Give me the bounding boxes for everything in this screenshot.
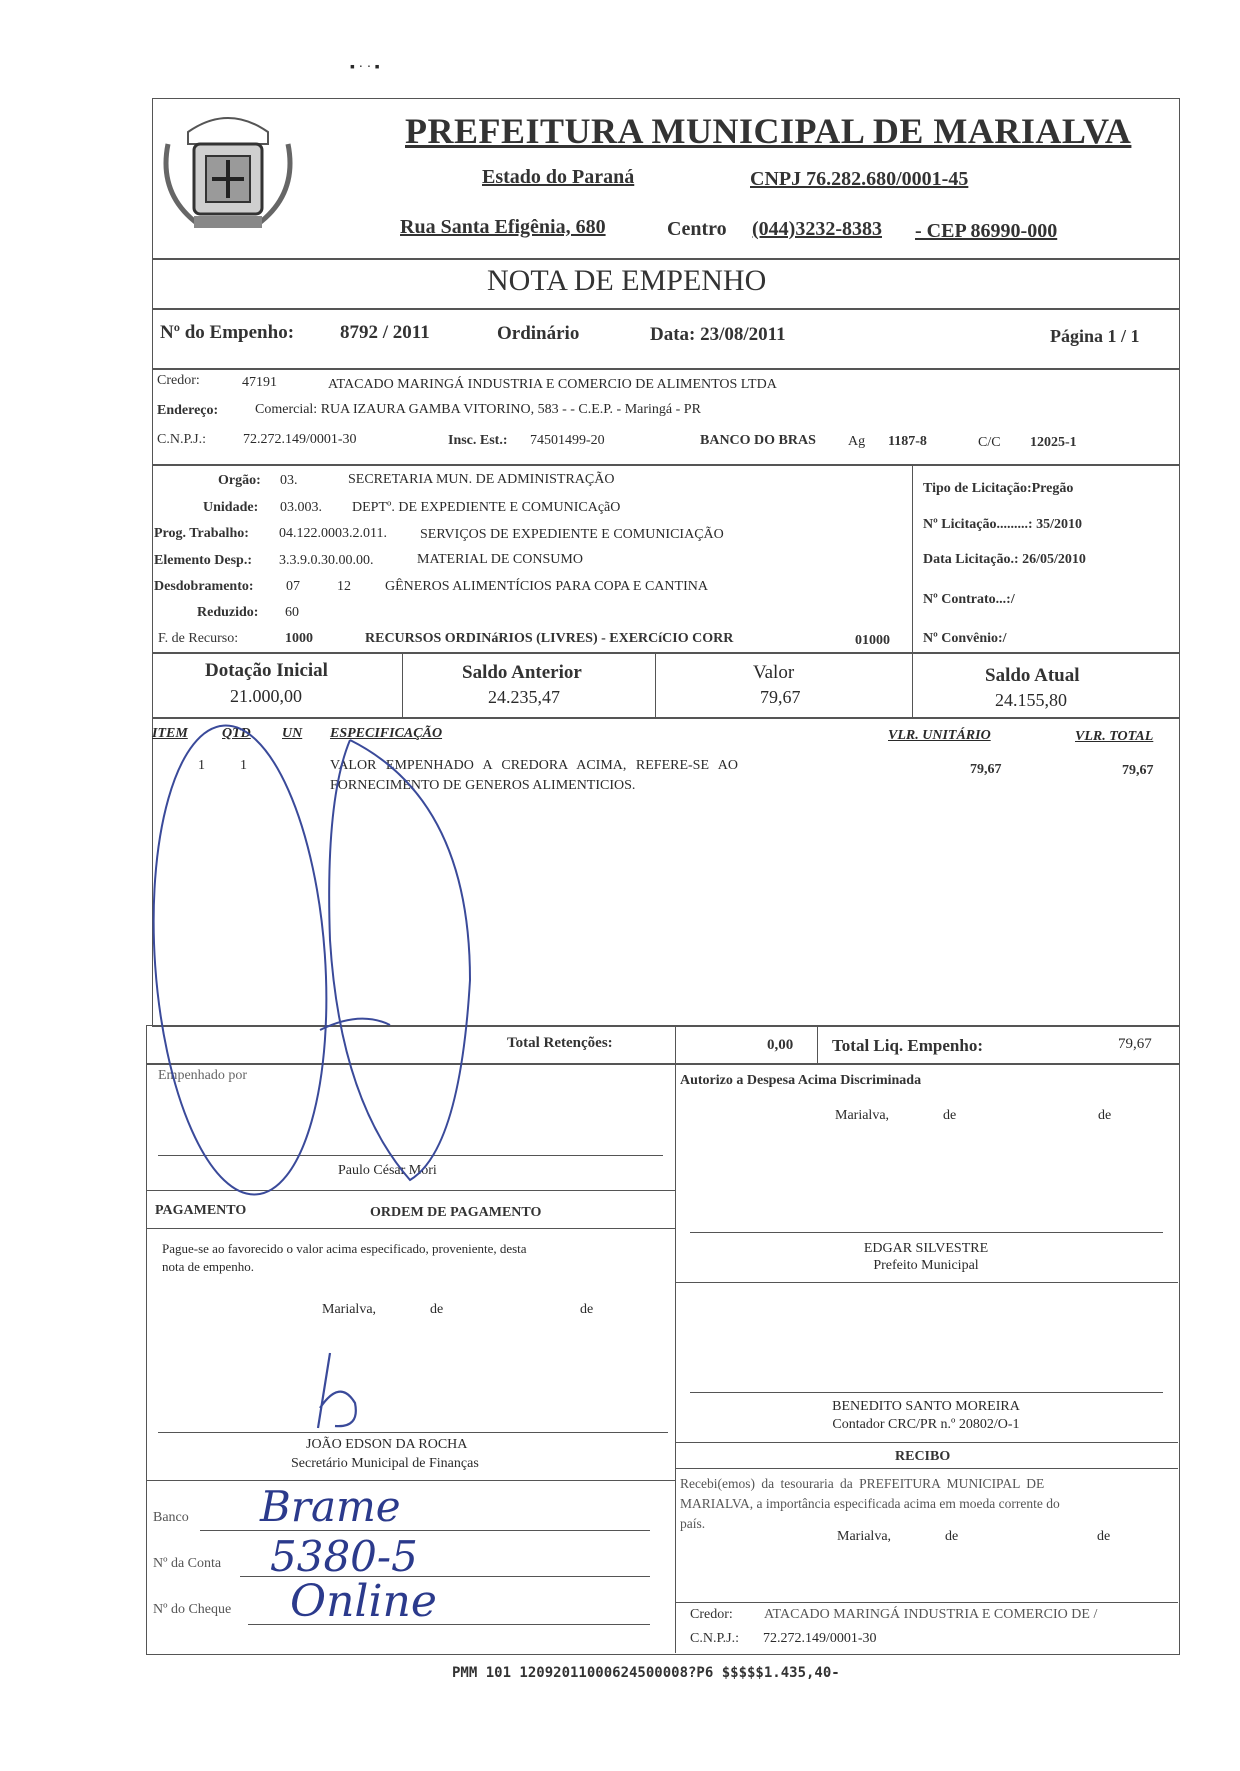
- total-liq-label: Total Liq. Empenho:: [832, 1036, 983, 1055]
- recibo-text-3: país.: [680, 1516, 706, 1531]
- recibo-label: RECIBO: [895, 1449, 951, 1464]
- empenhado-label: Empenhado por: [158, 1068, 248, 1083]
- recibo-credor: ATACADO MARINGÁ INDUSTRIA E COMERCIO DE /: [764, 1607, 1098, 1622]
- total-liq-value: 79,67: [1118, 1036, 1152, 1052]
- recibo-de2: de: [1097, 1529, 1111, 1544]
- recibo-place: Marialva,: [837, 1529, 892, 1544]
- empenho-number: 8792 / 2011: [340, 322, 430, 343]
- totals-div-2: [817, 1025, 818, 1063]
- coat-of-arms-logo: [158, 104, 298, 244]
- header-district: Centro: [667, 218, 727, 240]
- elemento-name: MATERIAL DE CONSUMO: [417, 552, 583, 567]
- credor-cc-label: C/C: [978, 435, 1001, 450]
- totals-div-1: [675, 1025, 676, 1063]
- item-desc-line1: VALOR EMPENHADO A CREDORA ACIMA, REFERE-SE AO: [330, 758, 738, 773]
- header-phone: (044)3232-8383: [752, 218, 882, 240]
- orgao-code: 03.: [280, 473, 298, 488]
- empenho-date: Data: 23/08/2011: [650, 324, 786, 345]
- elemento-code: 3.3.9.0.30.00.00.: [279, 553, 374, 568]
- pagamento-text-1: Pague-se ao favorecido o valor acima especificado, proveniente, desta: [162, 1241, 527, 1256]
- desdobramento-b: 12: [337, 579, 351, 594]
- banco-handwritten: Brame: [260, 1482, 401, 1531]
- credor-address: Comercial: RUA IZAURA GAMBA VITORINO, 583 - - C.E.P. - Maringá - PR: [255, 402, 701, 417]
- retencoes-label: Total Retenções:: [507, 1035, 613, 1051]
- desdobramento-a: 07: [286, 579, 300, 594]
- recibo-de1: de: [945, 1529, 959, 1544]
- empenho-page: Página 1 / 1: [1050, 326, 1140, 346]
- reduzido-value: 60: [285, 605, 299, 620]
- credor-address-label: Endereço:: [157, 403, 219, 418]
- saldo-anterior-label: Saldo Anterior: [462, 662, 582, 683]
- pagamento-de1: de: [430, 1302, 444, 1317]
- dotacao-value: 21.000,00: [230, 686, 302, 706]
- valor-label: Valor: [753, 662, 795, 683]
- pagamento-text-2: nota de empenho.: [162, 1259, 255, 1274]
- secretario-role: Secretário Municipal de Finanças: [291, 1456, 479, 1471]
- recibo-cnpj: 72.272.149/0001-30: [763, 1631, 877, 1646]
- cheque-label: Nº do Cheque: [153, 1602, 232, 1617]
- recibo-bottom-line: [675, 1602, 1178, 1603]
- fonte-code: 1000: [285, 631, 313, 646]
- prog-label: Prog. Trabalho:: [154, 526, 249, 541]
- cheque-handwritten: Online: [290, 1576, 437, 1627]
- fonte-number: 01000: [855, 633, 890, 648]
- orgao-label: Orgão:: [218, 473, 261, 488]
- autorizo-label: Autorizo a Despesa Acima Discriminada: [680, 1073, 922, 1088]
- saldo-atual-label: Saldo Atual: [985, 665, 1080, 686]
- autorizo-de2: de: [1098, 1108, 1112, 1123]
- desdobramento-name: GÊNEROS ALIMENTÍCIOS PARA COPA E CANTINA: [385, 579, 708, 594]
- licitacao-data: Data Licitação.: 26/05/2010: [923, 552, 1086, 567]
- elemento-label: Elemento Desp.:: [154, 553, 252, 568]
- empenhado-name: Paulo César Mori: [338, 1163, 437, 1178]
- dotacao-label: Dotação Inicial: [205, 660, 328, 681]
- item-total-value: 79,67: [1122, 763, 1154, 778]
- credor-label: Credor:: [157, 373, 200, 388]
- ordem-pagamento-label: ORDEM DE PAGAMENTO: [370, 1205, 542, 1220]
- licitacao-tipo: Tipo de Licitação:Pregão: [923, 481, 1074, 496]
- balances-div-3: [912, 652, 913, 717]
- header-address: Rua Santa Efigênia, 680: [400, 216, 606, 238]
- col-header-vlr-unitario: VLR. UNITÁRIO: [888, 728, 991, 743]
- item-unit-value: 79,67: [970, 762, 1002, 777]
- prog-code: 04.122.0003.2.011.: [279, 526, 387, 541]
- contador-signature-line: [690, 1392, 1163, 1393]
- item-qtd: 1: [240, 758, 247, 773]
- empenho-type: Ordinário: [497, 323, 580, 344]
- col-header-un: UN: [282, 726, 303, 741]
- prefeito-role: Prefeito Municipal: [873, 1258, 979, 1273]
- credor-cc: 12025-1: [1030, 435, 1077, 450]
- recibo-cnpj-label: C.N.P.J.:: [690, 1631, 740, 1646]
- credor-ie-label: Insc. Est.:: [448, 433, 508, 448]
- balances-div-2: [655, 652, 656, 717]
- licitacao-num: Nº Licitação.........: 35/2010: [923, 517, 1082, 532]
- recibo-text-1: Recebi(emos) da tesouraria da PREFEITURA MUNICIPAL DE: [680, 1476, 1045, 1491]
- col-header-qtd: QTD: [222, 726, 251, 741]
- autorizo-bottom-line: [675, 1282, 1178, 1283]
- banco-label: Banco: [153, 1510, 189, 1525]
- header-cnpj: CNPJ 76.282.680/0001-45: [750, 168, 969, 190]
- signature-overlay: [140, 680, 540, 1200]
- credor-cnpj-label: C.N.P.J.:: [157, 432, 207, 447]
- doc-title: NOTA DE EMPENHO: [487, 264, 767, 297]
- conta-label: Nº da Conta: [153, 1556, 222, 1571]
- credor-cnpj: 72.272.149/0001-30: [243, 432, 357, 447]
- autorizo-place: Marialva,: [835, 1108, 890, 1123]
- item-desc-line2: FORNECIMENTO DE GENEROS ALIMENTICIOS.: [330, 778, 636, 793]
- recibo-credor-label: Credor:: [690, 1607, 733, 1622]
- conta-handwritten: 5380-5: [270, 1532, 418, 1581]
- pagamento-de2: de: [580, 1302, 594, 1317]
- autorizo-de1: de: [943, 1108, 957, 1123]
- reduzido-label: Reduzido:: [197, 605, 259, 620]
- lower-center-divider: [675, 1063, 676, 1653]
- credor-name: ATACADO MARINGÁ INDUSTRIA E COMERCIO DE ALIMENTOS LTDA: [328, 377, 777, 392]
- col-header-vlr-total: VLR. TOTAL: [1075, 729, 1154, 744]
- header-title: PREFEITURA MUNICIPAL DE MARIALVA: [405, 111, 1132, 151]
- licitacao-convenio: Nº Convênio:/: [923, 631, 1007, 646]
- pagamento-label: PAGAMENTO: [155, 1203, 247, 1218]
- secretario-signature-line: [158, 1432, 668, 1433]
- budget-divider: [912, 464, 913, 652]
- contador-bottom-line: [675, 1442, 1178, 1443]
- saldo-anterior-value: 24.235,47: [488, 687, 560, 707]
- header-state: Estado do Paraná: [482, 166, 635, 188]
- ordem-underline: [146, 1228, 675, 1229]
- valor-value: 79,67: [760, 687, 801, 707]
- empenho-number-label: Nº do Empenho:: [160, 322, 295, 343]
- col-header-especificacao: ESPECIFICAÇÃO: [330, 726, 443, 741]
- item-number: 1: [198, 758, 205, 773]
- contador-name: BENEDITO SANTO MOREIRA: [832, 1399, 1020, 1414]
- recibo-underline: [675, 1468, 1178, 1469]
- retencoes-value: 0,00: [767, 1037, 794, 1053]
- credor-ag-label: Ag: [848, 434, 866, 449]
- prog-name: SERVIÇOS DE EXPEDIENTE E COMUNICIAÇÃO: [420, 527, 724, 542]
- credor-bank: BANCO DO BRAS: [700, 433, 816, 448]
- saldo-atual-value: 24.155,80: [995, 690, 1067, 710]
- footer-code: PMM 101 12092011000624500008?P6 $$$$$1.435,40-: [452, 1665, 840, 1681]
- header-cep: - CEP 86990-000: [915, 220, 1058, 242]
- unidade-code: 03.003.: [280, 500, 322, 515]
- fonte-label: F. de Recurso:: [158, 631, 239, 646]
- secretario-signature: [300, 1348, 380, 1438]
- col-header-item: ITEM: [152, 726, 188, 741]
- credor-code: 47191: [242, 375, 277, 390]
- scan-mark: ▪ · · ▪: [350, 60, 380, 75]
- orgao-name: SECRETARIA MUN. DE ADMINISTRAÇÃO: [348, 472, 615, 487]
- credor-ag: 1187-8: [888, 434, 927, 449]
- autorizo-signature-line: [690, 1232, 1163, 1233]
- licitacao-contrato: Nº Contrato...:/: [923, 592, 1015, 607]
- prefeito-name: EDGAR SILVESTRE: [863, 1241, 989, 1256]
- fonte-name: RECURSOS ORDINáRIOS (LIVRES) - EXERCíCIO CORR: [365, 631, 734, 646]
- bank-fields-top-line: [146, 1480, 675, 1481]
- pagamento-place: Marialva,: [322, 1302, 377, 1317]
- unidade-name: DEPTº. DE EXPEDIENTE E COMUNICAçãO: [352, 500, 621, 515]
- recibo-text-2: MARIALVA, a importância especificada acima em moeda corrente do: [680, 1496, 1060, 1511]
- contador-role: Contador CRC/PR n.º 20802/O-1: [832, 1417, 1020, 1432]
- unidade-label: Unidade:: [203, 500, 259, 515]
- credor-ie: 74501499-20: [530, 433, 605, 448]
- desdobramento-label: Desdobramento:: [154, 579, 254, 594]
- secretario-name: JOÃO EDSON DA ROCHA: [306, 1437, 468, 1452]
